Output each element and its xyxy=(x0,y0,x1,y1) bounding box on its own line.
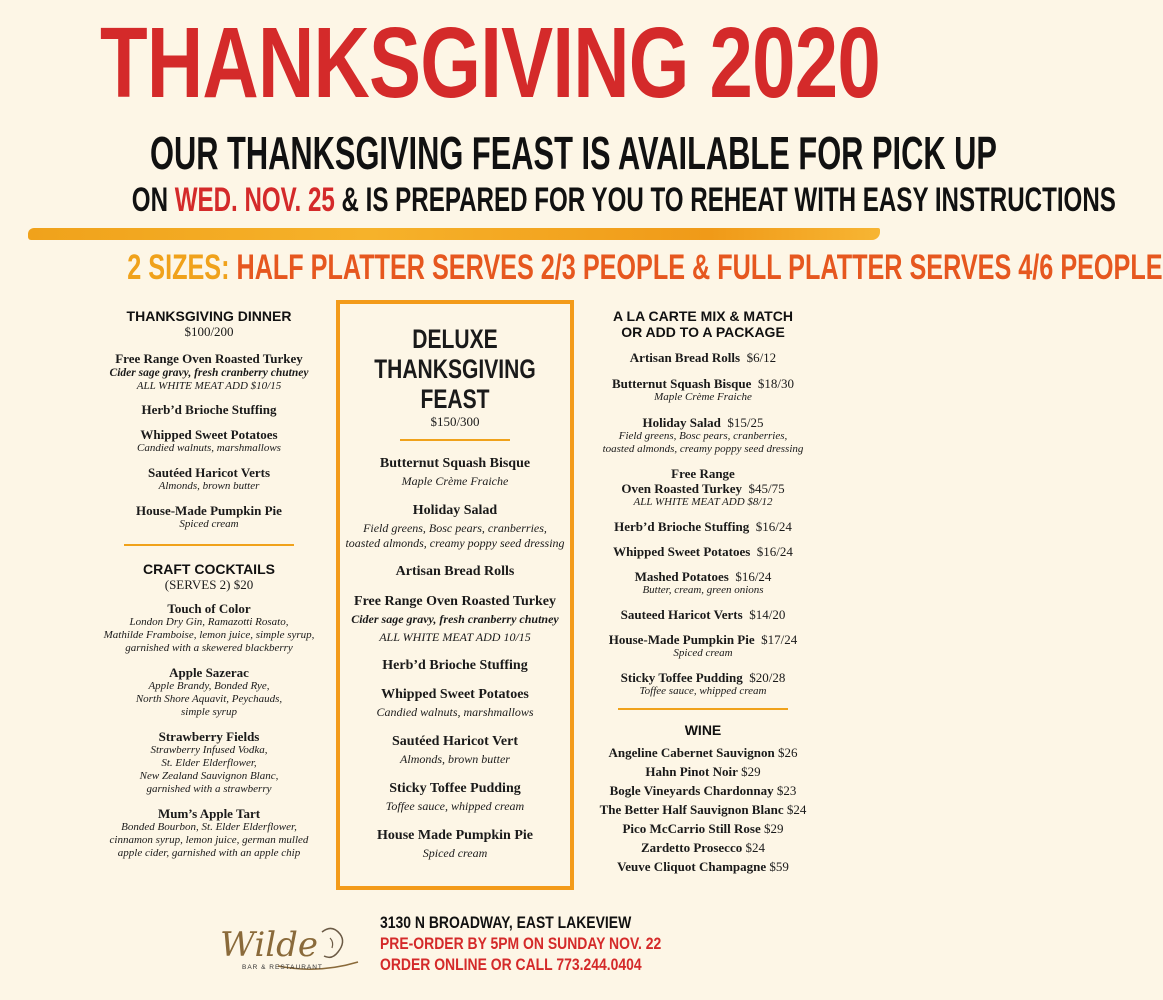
menu-item xyxy=(100,402,318,417)
alacarte-heading: OR ADD TO A PACKAGE xyxy=(621,324,785,340)
cocktail-item xyxy=(100,601,318,655)
item-name: Artisan Bread Rolls xyxy=(629,350,741,365)
cocktail-item xyxy=(100,729,318,796)
item-desc: Bonded Bourbon, St. Elder Elderflower, xyxy=(121,821,297,833)
menu-item xyxy=(340,455,570,489)
wine-name: Zardetto Prosecco xyxy=(641,840,743,855)
item-name: Herb’d Brioche Stuffing xyxy=(614,519,750,534)
wine-list xyxy=(598,743,808,876)
item-name: House Made Pumpkin Pie xyxy=(377,828,533,843)
menu-item xyxy=(100,351,318,393)
item-name: Whipped Sweet Potatoes xyxy=(140,427,278,442)
alacarte-item xyxy=(598,569,808,597)
item-name: Holiday Salad xyxy=(642,415,721,430)
alacarte-item xyxy=(598,632,808,660)
section-divider xyxy=(124,544,294,546)
section-divider xyxy=(618,708,788,710)
wine-price: $24 xyxy=(786,802,807,817)
item-name: Herb’d Brioche Stuffing xyxy=(141,402,277,417)
item-name: Holiday Salad xyxy=(412,503,498,518)
item-name: Mum’s Apple Tart xyxy=(157,806,261,821)
item-desc: Spiced cream xyxy=(179,518,239,530)
logo-subtitle: BAR & RESTAURANT xyxy=(242,964,323,971)
deluxe-feast-box xyxy=(336,300,574,890)
menu-item xyxy=(340,780,570,814)
menu-item xyxy=(340,686,570,720)
dinner-price: $100/200 xyxy=(184,324,234,339)
cocktails-heading: CRAFT COCKTAILS xyxy=(143,561,275,577)
item-name: Free Range Oven Roasted Turkey xyxy=(115,351,303,366)
item-name: Free Range Oven Roasted Turkey xyxy=(354,594,556,609)
item-desc: North Shore Aquavit, Peychauds, xyxy=(135,693,283,705)
wine-name: The Better Half Sauvignon Blanc xyxy=(599,802,784,817)
sizes-label: 2 SIZES: xyxy=(127,248,230,287)
menu-item xyxy=(340,563,570,580)
order-contact: ORDER ONLINE OR CALL 773.244.0404 xyxy=(380,955,642,974)
item-name: Sautéed Haricot Vert xyxy=(392,734,518,749)
item-desc: Toffee sauce, whipped cream xyxy=(385,799,525,813)
wine-price: $23 xyxy=(776,783,797,798)
section-divider xyxy=(400,439,510,441)
item-desc: ALL WHITE MEAT ADD $10/15 xyxy=(136,380,282,392)
deluxe-title-line: THANKSGIVING xyxy=(374,354,536,384)
item-price: $16/24 xyxy=(756,544,793,559)
page-title: THANKSGIVING 2020 xyxy=(99,7,880,119)
item-desc: Toffee sauce, whipped cream xyxy=(639,685,767,697)
alacarte-item xyxy=(598,415,808,456)
cocktail-item xyxy=(100,665,318,719)
item-name: Sautéed Haricot Verts xyxy=(147,465,271,480)
alacarte-item xyxy=(598,466,808,509)
logo-graphic xyxy=(218,918,368,978)
dinner-heading: THANKSGIVING DINNER xyxy=(126,308,292,324)
menu-item xyxy=(340,657,570,674)
item-name: Apple Sazerac xyxy=(169,665,249,680)
restaurant-logo xyxy=(218,918,368,978)
deluxe-price: $150/300 xyxy=(430,414,480,429)
alacarte-item xyxy=(598,544,808,559)
wine-name: Veuve Cliquot Champagne xyxy=(617,859,767,874)
item-desc: ALL WHITE MEAT ADD 10/15 xyxy=(379,630,531,644)
item-name: Herb’d Brioche Stuffing xyxy=(382,658,528,673)
menu-item xyxy=(340,502,570,551)
item-desc: Strawberry Infused Vodka, xyxy=(150,744,268,756)
pickup-headline: OUR THANKSGIVING FEAST IS AVAILABLE FOR PICK UP xyxy=(149,127,998,179)
item-name: Artisan Bread Rolls xyxy=(395,564,515,579)
item-price: $17/24 xyxy=(761,632,798,647)
sizes-text: HALF PLATTER SERVES 2/3 PEOPLE & FULL PLATTER SERVES 4/6 PEOPLE xyxy=(229,248,1163,287)
wine-price: $29 xyxy=(764,821,784,836)
footer-info xyxy=(380,912,800,975)
cocktails-subheading: (SERVES 2) $20 xyxy=(164,577,254,592)
item-name: Free Range xyxy=(671,466,735,481)
item-desc: Maple Crème Fraiche xyxy=(401,474,509,488)
item-desc: Field greens, Bosc pears, cranberries, xyxy=(363,521,547,535)
wine-price: $29 xyxy=(741,764,761,779)
item-name: Sticky Toffee Pudding xyxy=(389,781,521,796)
alacarte-item xyxy=(598,350,808,365)
item-price: $45/75 xyxy=(748,481,785,496)
item-price: $16/24 xyxy=(735,569,772,584)
item-name: Whipped Sweet Potatoes xyxy=(381,687,529,702)
deluxe-title-line: DELUXE xyxy=(412,324,498,354)
item-desc-bold: Cider sage gravy, fresh cranberry chutney xyxy=(351,612,559,626)
portrait-detail xyxy=(330,938,333,948)
item-price: $16/24 xyxy=(755,519,792,534)
wine-name: Bogle Vineyards Chardonnay xyxy=(609,783,774,798)
item-price: $15/25 xyxy=(727,415,764,430)
cocktail-item xyxy=(100,806,318,860)
deluxe-title xyxy=(340,324,570,414)
alacarte-heading: A LA CARTE MIX & MATCH xyxy=(613,308,793,324)
item-name: House-Made Pumpkin Pie xyxy=(136,503,282,518)
item-name: Strawberry Fields xyxy=(158,729,260,744)
item-desc: St. Elder Elderflower, xyxy=(161,757,257,769)
divider-brushstroke xyxy=(28,228,880,240)
logo-wordmark: Wilde xyxy=(220,925,318,965)
right-column xyxy=(598,308,808,876)
address: 3130 N BROADWAY, EAST LAKEVIEW xyxy=(380,913,632,932)
item-price: $18/30 xyxy=(757,376,795,391)
item-name: Touch of Color xyxy=(167,601,251,616)
item-desc-bold: Cider sage gravy, fresh cranberry chutney xyxy=(109,367,309,379)
item-name-cont: Oven Roasted Turkey xyxy=(621,481,742,496)
menu-item xyxy=(340,827,570,861)
item-desc: garnished with a skewered blackberry xyxy=(125,642,293,654)
menu-item xyxy=(340,733,570,767)
wine-price: $26 xyxy=(777,745,798,760)
item-name: Sauteed Haricot Verts xyxy=(620,607,743,622)
alacarte-item xyxy=(598,519,808,534)
item-name: Butternut Squash Bisque xyxy=(379,456,531,471)
item-desc: apple cider, garnished with an apple chip xyxy=(117,847,301,859)
wine-name: Pico McCarrio Still Rose xyxy=(622,821,761,836)
alacarte-item xyxy=(598,607,808,622)
item-name: Butternut Squash Bisque xyxy=(611,376,752,391)
wine-name: Angeline Cabernet Sauvignon xyxy=(608,745,775,760)
item-price: $14/20 xyxy=(749,607,786,622)
menu-item xyxy=(340,593,570,645)
pickup-date-line xyxy=(131,180,1116,220)
item-desc: toasted almonds, creamy poppy seed dressing xyxy=(602,443,804,455)
item-desc: Mathilde Framboise, lemon juice, simple syrup, xyxy=(103,629,315,641)
item-desc: London Dry Gin, Ramazotti Rosato, xyxy=(129,616,289,628)
wine-price: $24 xyxy=(745,840,765,855)
item-desc: New Zealand Sauvignon Blanc, xyxy=(139,770,279,782)
item-name: Sticky Toffee Pudding xyxy=(620,670,743,685)
pickup-date: WED. NOV. 25 xyxy=(174,181,335,219)
item-name: Mashed Potatoes xyxy=(634,569,729,584)
pickup-suffix: & IS PREPARED FOR YOU TO REHEAT WITH EASY INSTRUCTIONS xyxy=(334,181,1116,219)
item-desc: Spiced cream xyxy=(422,846,488,860)
item-desc: Almonds, brown butter xyxy=(158,480,260,492)
left-column xyxy=(100,308,318,860)
deluxe-title-line: FEAST xyxy=(420,384,490,414)
item-desc: Almonds, brown butter xyxy=(400,752,510,766)
item-desc: toasted almonds, creamy poppy seed dressing xyxy=(345,536,565,550)
menu-item xyxy=(100,503,318,531)
item-desc: Candied walnuts, marshmallows xyxy=(376,705,534,719)
item-price: $6/12 xyxy=(746,350,777,365)
alacarte-item xyxy=(598,670,808,698)
wine-price: $59 xyxy=(769,859,789,874)
wine-heading: WINE xyxy=(684,722,722,738)
pickup-prefix: ON xyxy=(131,181,175,219)
wine-name: Hahn Pinot Noir xyxy=(645,764,738,779)
menu-item xyxy=(100,465,318,493)
alacarte-item xyxy=(598,376,808,404)
item-desc: ALL WHITE MEAT ADD $8/12 xyxy=(633,496,773,508)
item-price: $20/28 xyxy=(749,670,786,685)
item-name: Whipped Sweet Potatoes xyxy=(613,544,751,559)
item-desc: garnished with a strawberry xyxy=(146,783,272,795)
item-desc: Butter, cream, green onions xyxy=(642,584,764,596)
item-desc: cinnamon syrup, lemon juice, german mulled xyxy=(109,834,309,846)
item-desc: Spiced cream xyxy=(673,647,733,659)
item-desc: Field greens, Bosc pears, cranberries, xyxy=(618,430,788,442)
item-name: House-Made Pumpkin Pie xyxy=(608,632,755,647)
preorder-deadline: PRE-ORDER BY 5PM ON SUNDAY NOV. 22 xyxy=(380,934,662,953)
item-desc: simple syrup xyxy=(181,706,237,718)
item-desc: Candied walnuts, marshmallows xyxy=(137,442,281,454)
menu-item xyxy=(100,427,318,455)
item-desc: Maple Crème Fraiche xyxy=(654,391,752,403)
sizes-banner xyxy=(127,248,1163,288)
item-desc: Apple Brandy, Bonded Rye, xyxy=(148,680,270,692)
